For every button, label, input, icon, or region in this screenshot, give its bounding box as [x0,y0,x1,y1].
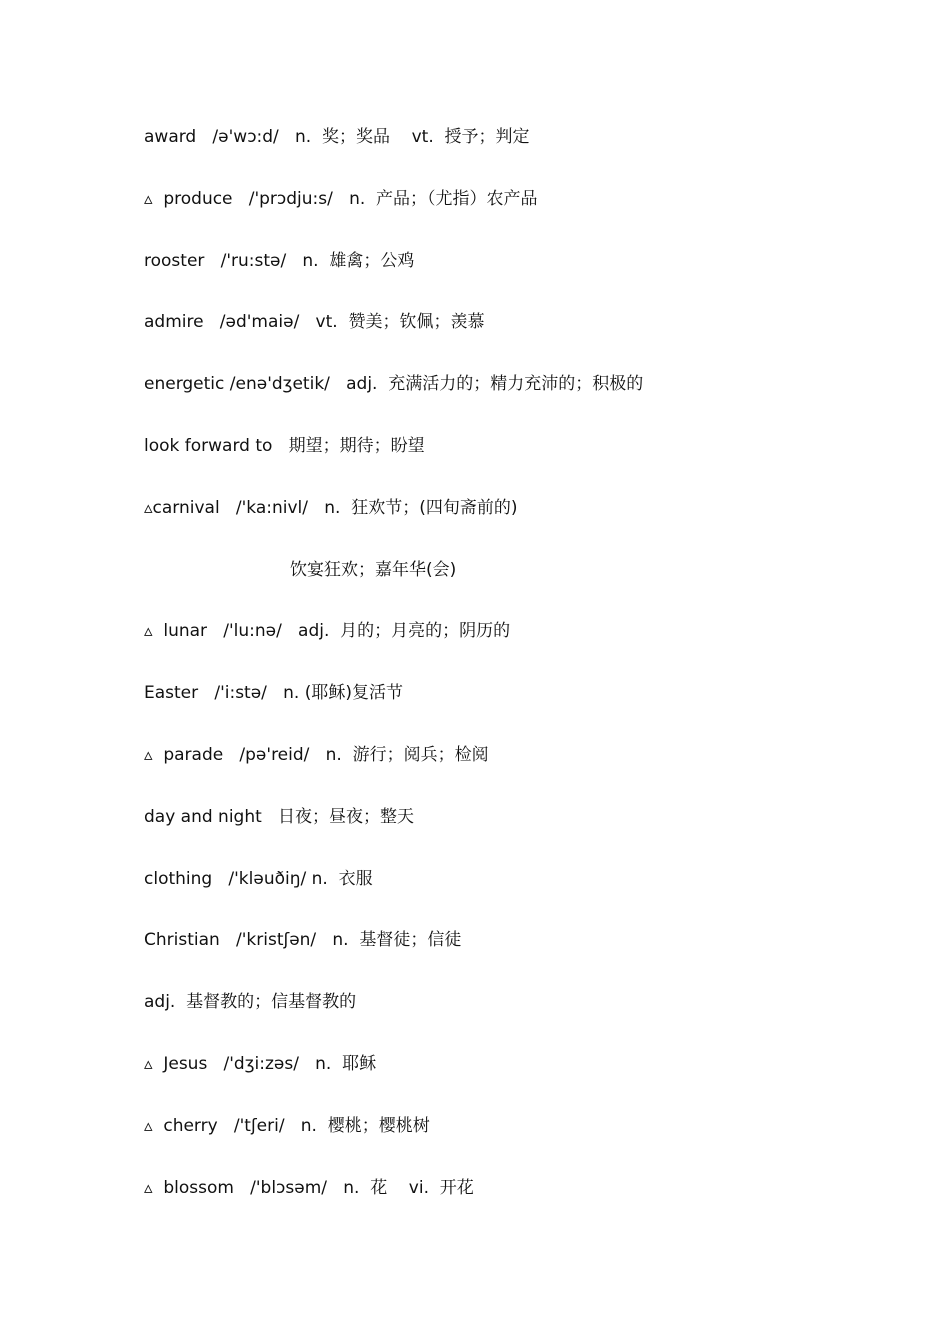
vocab-entry-carnival: ▵carnival /'ka:nivl/ n. 狂欢节；(四旬斋前的) [144,497,518,518]
vocab-entry-christian: Christian /'kristʃən/ n. 基督徒；信徒 [144,930,462,951]
vocab-entry-easter: Easter /'i:stə/ n. (耶稣)复活节 [144,683,403,704]
vocab-entry-admire: admire /əd'maiə/ vt. 赞美；钦佩；羡慕 [144,312,485,333]
vocab-entry-energetic: energetic /enə'dʒetik/ adj. 充满活力的；精力充沛的；积极的 [144,374,644,395]
vocab-entry-award: award /ə'wɔ:d/ n. 奖；奖品 vt. 授予；判定 [144,127,530,147]
vocab-entry-jesus: ▵ Jesus /'dʒi:zəs/ n. 耶稣 [144,1053,377,1074]
vocab-entry-christian-adj: adj. 基督教的；信基督教的 [144,992,357,1013]
vocab-entry-cherry: ▵ cherry /'tʃeri/ n. 樱桃；樱桃树 [144,1115,430,1136]
vocab-entry-blossom: ▵ blossom /'blɔsəm/ n. 花 vi. 开花 [144,1177,474,1198]
vocab-entry-produce: ▵ produce /'prɔdju:s/ n. 产品；（尤指）农产品 [144,188,538,209]
vocab-entry-day-and-night: day and night 日夜；昼夜；整天 [144,806,414,827]
vocab-entry-carnival-continued: 饮宴狂欢；嘉年华(会) [290,559,457,580]
vocab-entry-rooster: rooster /'ru:stə/ n. 雄禽；公鸡 [144,250,415,271]
vocab-entry-lunar: ▵ lunar /'lu:nə/ adj. 月的；月亮的；阴历的 [144,621,511,642]
vocabulary-list [144,125,904,1237]
vocab-entry-look-forward-to: look forward to 期望；期待；盼望 [144,435,425,456]
vocab-entry-parade: ▵ parade /pə'reid/ n. 游行；阅兵；检阅 [144,744,489,765]
vocab-entry-clothing: clothing /'kləuðiŋ/ n. 衣服 [144,868,373,889]
